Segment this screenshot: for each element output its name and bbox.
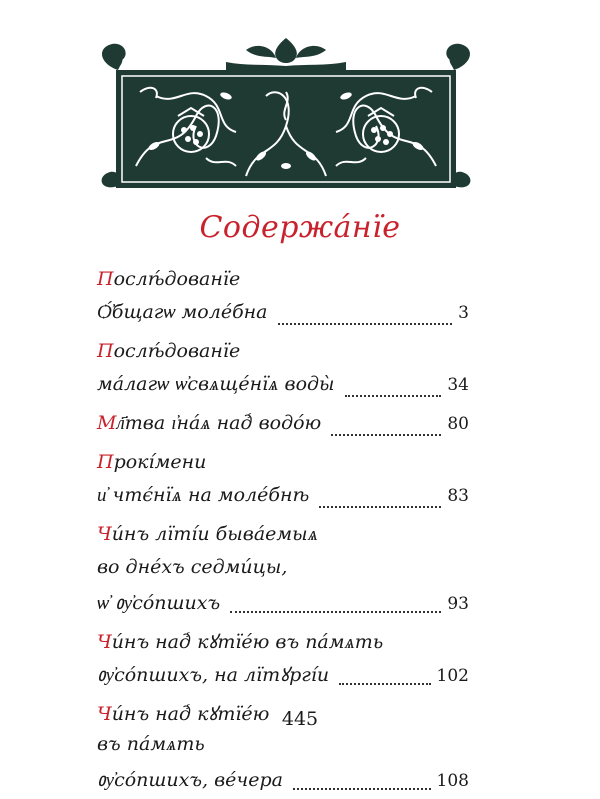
toc-page-number: 34	[447, 375, 469, 395]
toc-entry-text: и҆ чтє́нїѧ на моле́бнѣ	[97, 484, 310, 506]
toc-entry-text: ѡ҆ ᲂу҆со́пшихъ	[97, 592, 221, 614]
toc-page-number: 3	[458, 303, 469, 323]
toc-entry-text: ослѣ́дованїе	[113, 340, 241, 362]
toc-entry-text: л҃тва ı҆на́ѧ над̾ водо́ю	[116, 412, 322, 434]
toc-page-number: 108	[436, 771, 469, 791]
toc-entry-line	[97, 556, 469, 589]
toc-entry-line	[97, 589, 469, 622]
toc-entry-line	[97, 268, 469, 301]
toc-page-number: 102	[436, 666, 469, 686]
page-title: Содержа́нїе	[199, 210, 401, 245]
rubric-initial: П	[97, 451, 114, 473]
toc-entry[interactable]	[97, 340, 469, 406]
toc-entry-text: ослѣ́дованїе	[113, 268, 241, 290]
toc-entry-text: во дне́хъ седми́цы,	[97, 556, 288, 578]
toc-page-number: 83	[447, 486, 469, 506]
toc-entry-text: Ѻ҆́бщагѡ моле́бна	[97, 301, 268, 323]
rubric-initial: П	[97, 340, 114, 362]
toc-entry[interactable]	[97, 628, 469, 694]
dot-leader	[230, 599, 441, 613]
toc-entry[interactable]	[97, 268, 469, 334]
toc-entry-text: и́нъ над̾ кꙋтїе́ю	[111, 703, 270, 725]
toc-entry-text: и́нъ над̾ кꙋтїе́ю въ па́мѧть	[111, 631, 384, 653]
dot-leader	[278, 311, 453, 325]
dot-leader	[293, 776, 431, 790]
toc-entry-text: рокі́мени	[113, 451, 207, 473]
page-number: 445	[281, 708, 319, 730]
toc-entry-text: ма́лагѡ ѡ҆свѧще́нїѧ воды̀	[97, 373, 335, 395]
dot-leader	[339, 671, 430, 685]
rubric-initial: Ч	[97, 631, 112, 653]
crest-ornament	[226, 38, 346, 70]
dot-leader	[331, 422, 441, 436]
toc-entry-line	[97, 451, 469, 484]
toc-page-number: 80	[447, 414, 469, 434]
toc-entry-line	[97, 766, 469, 799]
toc-entry[interactable]	[97, 523, 469, 622]
rubric-initial: Ч	[97, 523, 112, 545]
toc-entry-line	[97, 301, 469, 334]
toc-entry-line	[97, 484, 469, 517]
toc-entry[interactable]	[97, 412, 469, 445]
toc-entry-line	[97, 373, 469, 406]
toc-entry-line	[97, 628, 469, 661]
ornamental-headpiece	[96, 36, 476, 196]
rubric-initial: М	[97, 412, 117, 434]
toc-entry-text: ᲂу҆со́пшихъ, на лїтꙋргі́и	[97, 664, 330, 686]
toc-page-number: 93	[447, 594, 469, 614]
toc-entry-line	[97, 412, 469, 445]
toc-entry-line	[97, 340, 469, 373]
toc-entry-line	[97, 523, 469, 556]
toc-entry-text: въ па́мѧть	[97, 733, 205, 755]
dot-leader	[319, 494, 441, 508]
dot-leader	[345, 383, 442, 397]
toc-entry[interactable]	[97, 451, 469, 517]
toc-entry-text: и́нъ лїті́и быва́емыѧ	[111, 523, 318, 545]
toc-entry-text: ᲂу҆со́пшихъ, ве́чера	[97, 769, 283, 791]
toc-entry-line	[97, 661, 469, 694]
rubric-initial: Ч	[97, 703, 112, 725]
rubric-initial: П	[97, 268, 114, 290]
